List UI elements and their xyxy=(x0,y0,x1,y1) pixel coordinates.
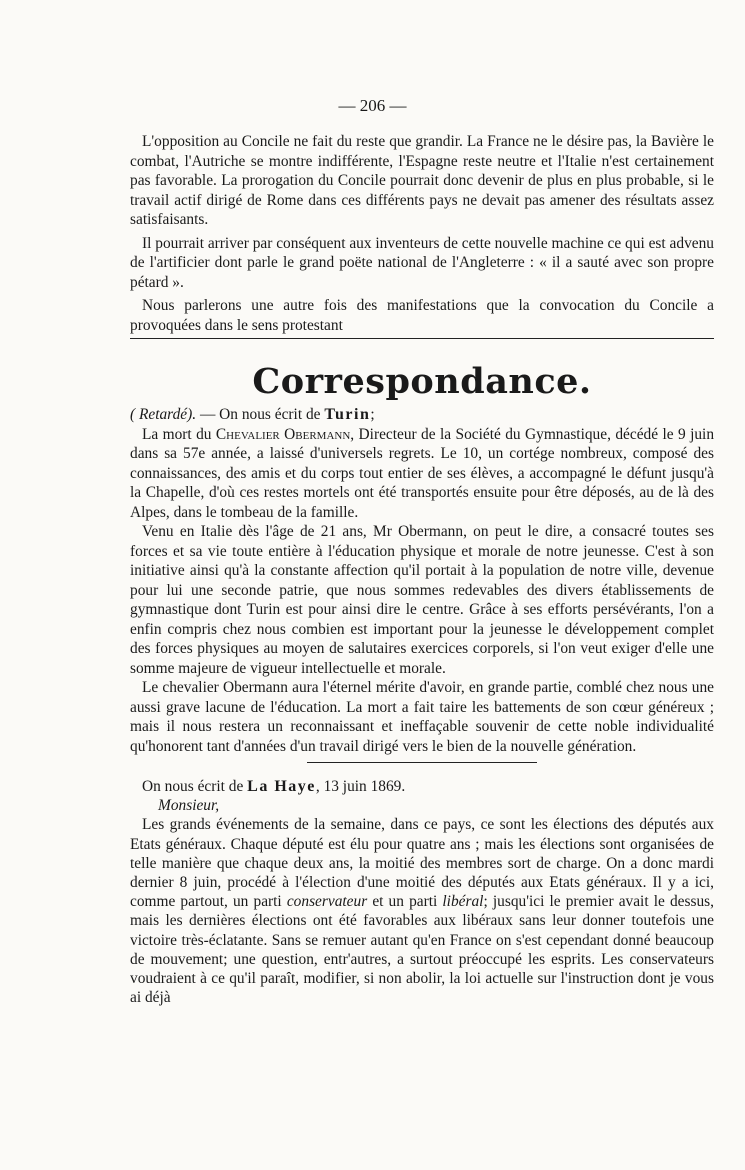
paragraph: Venu en Italie dès l'âge de 21 ans, Mr Obermann, on peut le dire, a consacré toutes ses forces et sa vie toute entière à l'éducation physique et morale de notre jeunesse. C'est à son initiative ainsi qu'à la constante affection qu'il portait à la population de notre ville, devenue pour lui une seconde patrie, que nous sommes redevables des divers établissements de gymnastique dont Turin est pour ainsi dire le centre. Grâce à ses efforts persévérants, l'on a enfin compris chez nous combien est important pour la jeunesse le développement complet des forces physiques au moyen de salutaires exercices corporels, si l'on veut exiger d'elle une somme majeure de vigueur intellectuelle et morale. xyxy=(130,523,714,677)
intro-text: On nous écrit de xyxy=(142,778,248,795)
paragraph xyxy=(130,425,714,523)
turin-intro xyxy=(130,405,714,425)
text-run: ; jusqu'ici le premier avait le dessus, mais les dernières élections ont été favorables aux libéraux sans leur donner toutefois une victoire très-éclatante. Sans se remuer autant qu'en France on s'est cependant donné beaucoup de mouvement; une question, entr'autres, a surtout préoccupé les esprits. Les conservateurs voudraient à ce qu'il paraît, modifier, si non abolir, la loi actuelle sur l'instruction dont je vous ai déjà xyxy=(130,893,715,1007)
salutation: Monsieur, xyxy=(158,797,220,815)
page-content xyxy=(130,132,714,1007)
letter-divider xyxy=(307,762,537,763)
page-number: — 206 — xyxy=(338,96,407,115)
text-run: Les grands événements de la semaine, dans ce pays, ce sont les élections des députés aux Etats généraux. Chaque député est élu pour quatre ans ; mais les élections sont organisées de telle manière que chaque deux ans, la moitié des membres sort de charge. On a donc mardi dernier 8 juin, procédé à l'élection d'une moitié des députés aux Etats généraux. Il y a ici, comme partout, un parti xyxy=(130,816,714,911)
section-divider xyxy=(130,338,714,339)
place-turin: Turin xyxy=(324,406,371,423)
retarde-note: ( Retardé). xyxy=(130,406,197,423)
intro-text: — On nous écrit de xyxy=(196,406,325,423)
section-heading: Correspondance. xyxy=(252,361,592,402)
turin-letter xyxy=(130,405,714,756)
term-conservateur: conservateur xyxy=(286,893,368,911)
paragraph xyxy=(130,815,714,1007)
place-la-haye: La Haye xyxy=(247,778,316,795)
la-haye-letter xyxy=(130,777,714,1007)
text-run: La mort du xyxy=(142,425,216,443)
text-run: et un parti xyxy=(367,893,443,911)
text-run: , Directeur de la Société du Gymnastique, décédé le 9 juin dans sa 57e année, a laissé d'universels regrets. Le 10, un cortége nombreux, composé des connaissances, des amis et du corps tout entier de ses élèves, a accompagné le défunt jusqu'à la Chapelle, d'où ces restes mortels ont été transportés ensuite pour être déposés, au de là des Alpes, dans le tombeau de la famille. xyxy=(130,425,715,521)
dateline xyxy=(130,777,714,796)
letter-date: , 13 juin 1869. xyxy=(315,778,406,795)
person-name: Chevalier Obermann xyxy=(215,425,351,443)
term-liberal: libéral xyxy=(442,893,484,911)
paragraph: L'opposition au Concile ne fait du reste que grandir. La France ne le désire pas, la Bavière le combat, l'Autriche se montre indifférente, l'Espagne reste neutre et l'Italie n'est certainement pas favorable. La prorogation du Concile pourrait donc devenir de plus en plus probable, si le travail actif dirigé de Rome dans ces différents pays ne devait pas amener des résultats assez satisfaisants. xyxy=(130,133,714,228)
paragraph: Il pourrait arriver par conséquent aux inventeurs de cette nouvelle machine ce qui est advenu de l'artificier dont parle le grand poëte national de l'Angleterre : « il a sauté avec son propre pétard ». xyxy=(130,234,714,291)
paragraph: Nous parlerons une autre fois des manifestations que la convocation du Concile a provoquées dans le sens protestant xyxy=(130,297,714,334)
intro-colon: ; xyxy=(370,406,375,423)
council-section xyxy=(130,132,714,335)
paragraph: Le chevalier Obermann aura l'éternel mérite d'avoir, en grande partie, comblé chez nous une aussi grave lacune de l'éducation. La mort a fait taire les battements de son cœur généreux ; mais il nous restera un reconnaissant et ineffaçable souvenir de cette noble individualité qu'honorent tant d'années d'un travail dirigé vers le bien de la nouvelle génération. xyxy=(130,679,714,755)
